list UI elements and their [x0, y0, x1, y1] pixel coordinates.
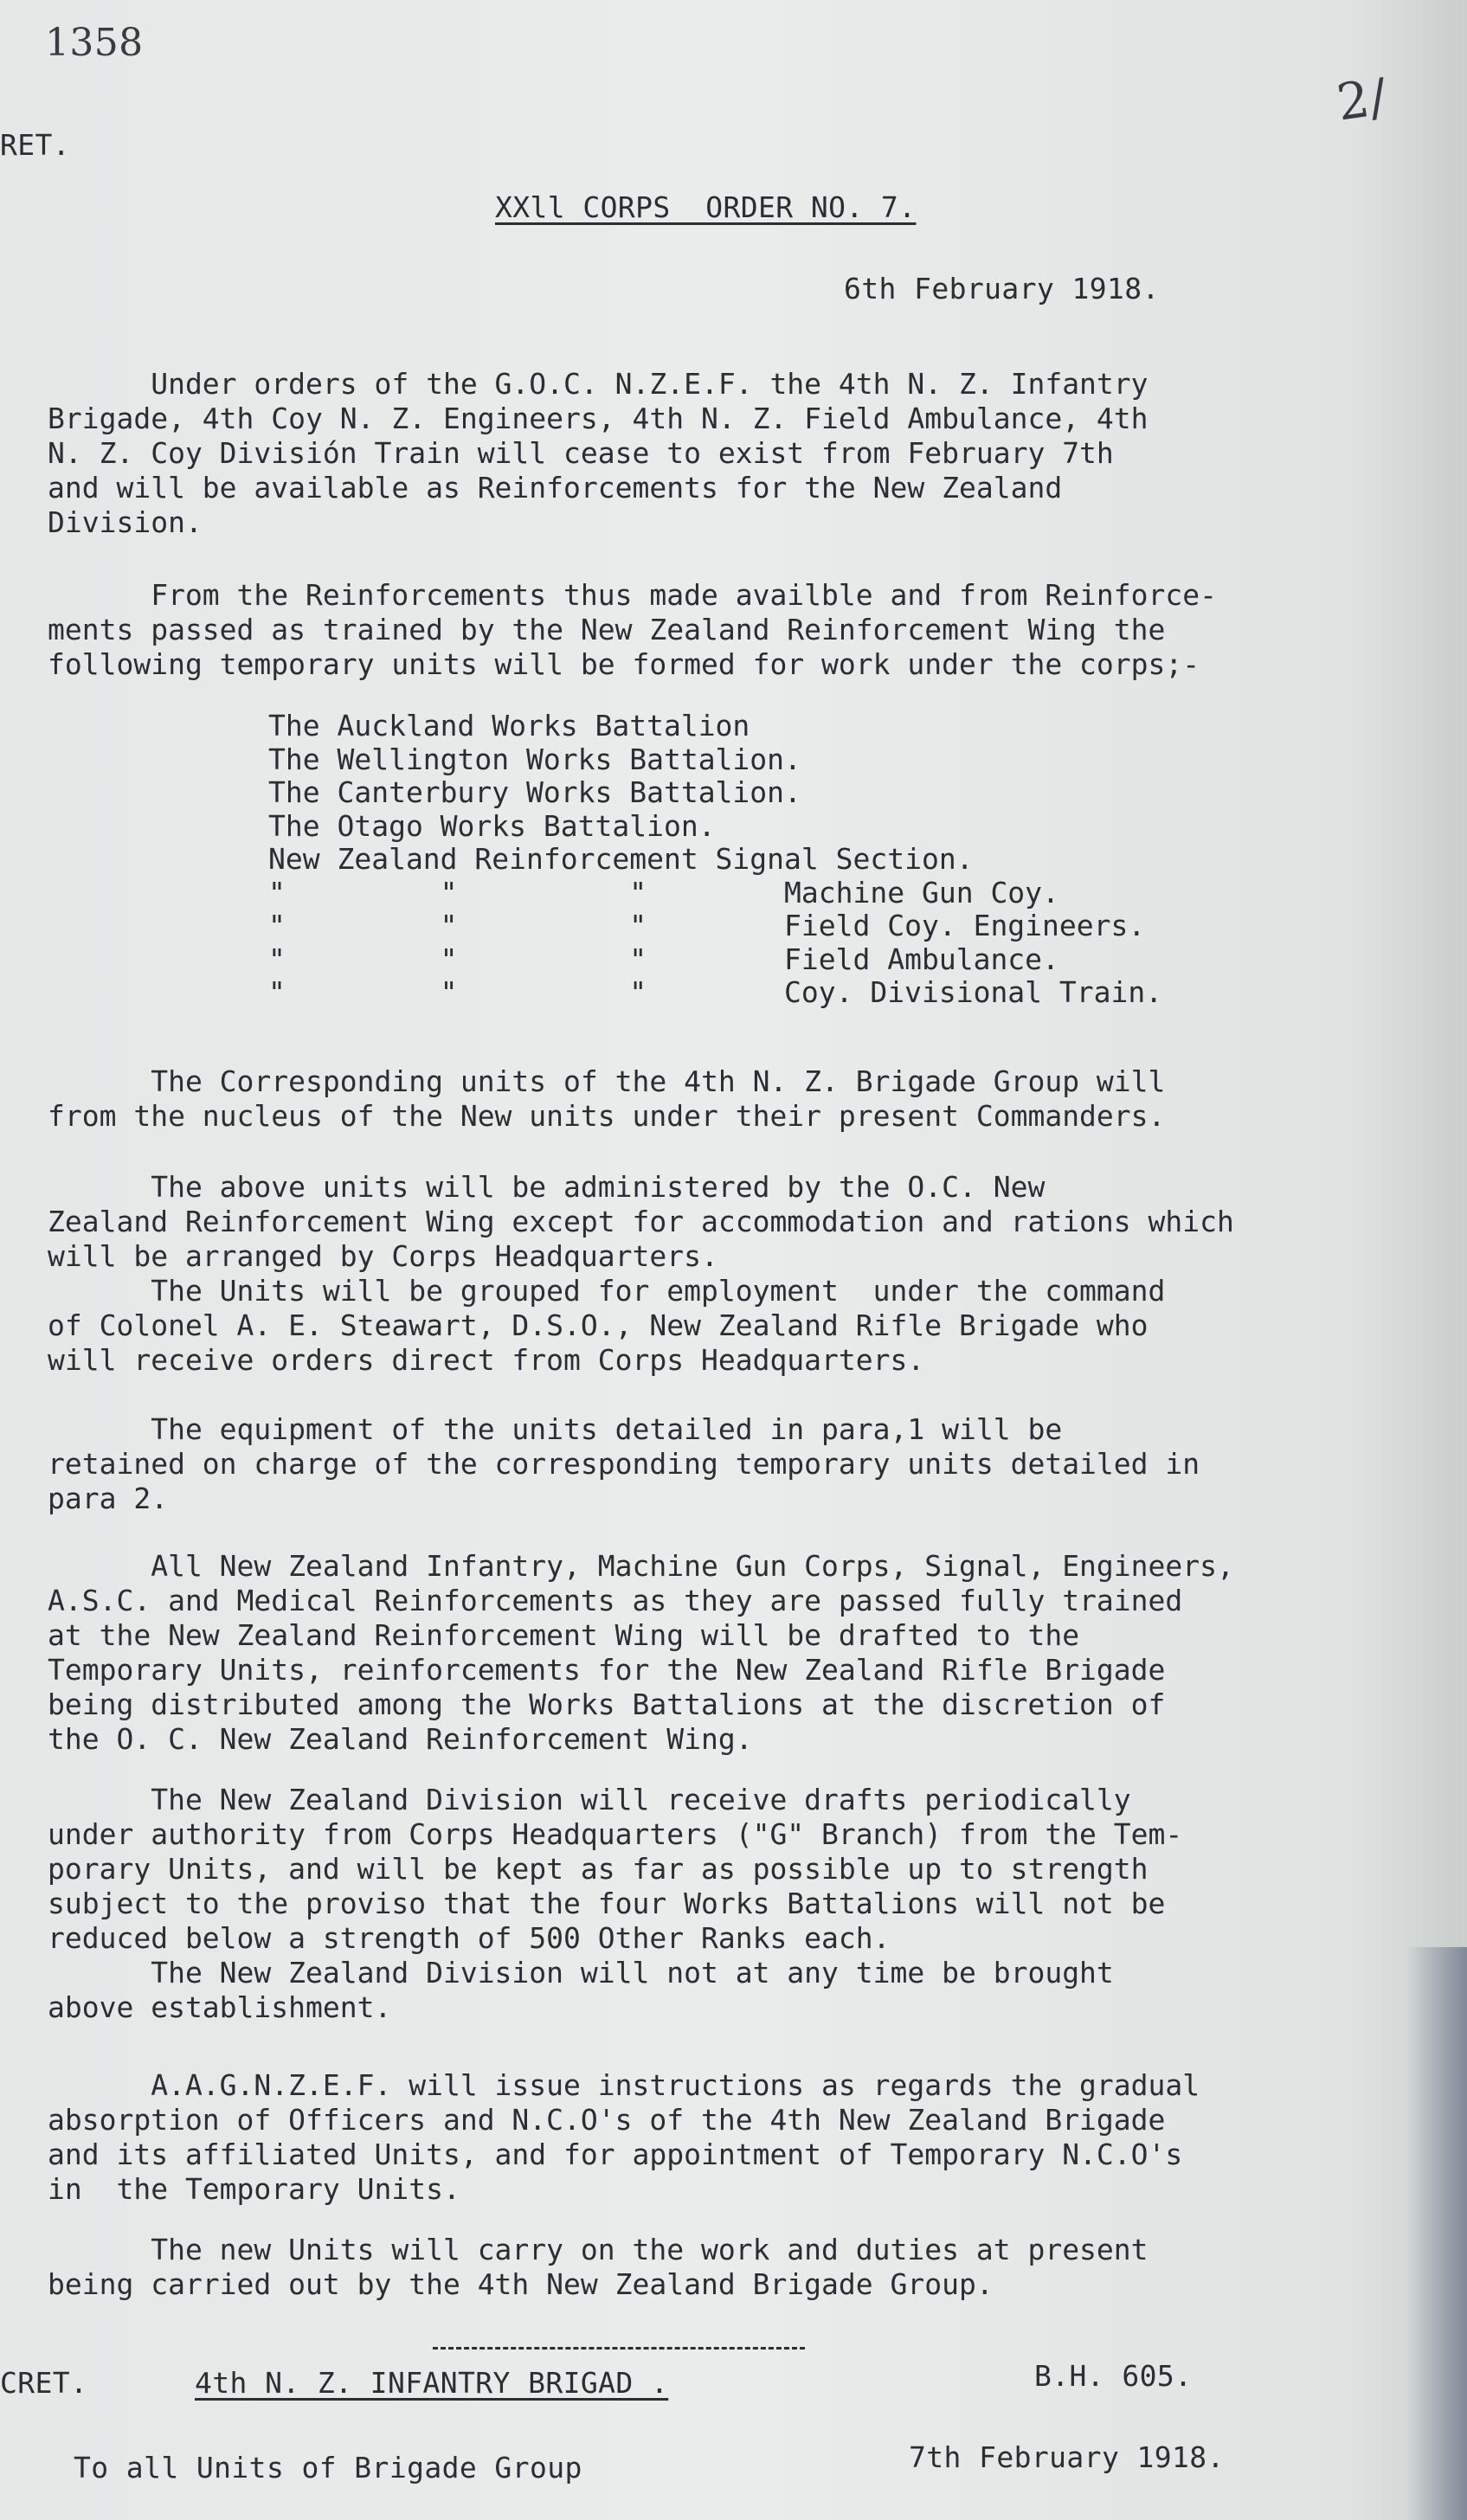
- paragraph-line: N. Z. Coy División Train will cease to exist from February 7th: [48, 436, 1114, 470]
- paragraph-line: following temporary units will be formed for work under the corps;-: [48, 647, 1200, 681]
- unit-list-item: The Wellington Works Battalion.: [268, 742, 801, 776]
- paragraph-line: being carried out by the 4th New Zealand Brigade Group.: [48, 2267, 994, 2301]
- secret-stamp-fragment: RET.: [0, 128, 71, 162]
- paragraph-line: The new Units will carry on the work and duties at present: [48, 2233, 1149, 2266]
- footer-secret-fragment: CRET.: [0, 2366, 88, 2400]
- paragraph-line: and its affiliated Units, and for appointment of Temporary N.C.O's: [48, 2138, 1183, 2171]
- paragraph-line: under authority from Corps Headquarters ("G" Branch) from the Tem-: [48, 1817, 1183, 1851]
- unit-list-item: " " " Field Coy. Engineers.: [268, 909, 1146, 942]
- footer-reference-number: B.H. 605.: [1034, 2359, 1193, 2393]
- paragraph-9: [48, 2233, 1149, 2302]
- unit-list-item: The Otago Works Battalion.: [268, 808, 716, 843]
- footer-dashed-divider: [433, 2347, 805, 2350]
- paragraph-line: The above units will be administered by the O.C. New: [48, 1170, 1046, 1204]
- unit-list-item: New Zealand Reinforcement Signal Section.: [268, 842, 974, 876]
- paragraph-line: the O. C. New Zealand Reinforcement Wing.: [48, 1722, 753, 1756]
- paragraph-line: The New Zealand Division will not at any time be brought: [48, 1956, 1114, 1990]
- paragraph-line: From the Reinforcements thus made availble and from Reinforce-: [48, 578, 1218, 612]
- temporary-units-list: [268, 710, 1162, 1010]
- paragraph-line: above establishment.: [48, 1990, 392, 2024]
- page-edge-shadow: [1406, 1947, 1467, 2520]
- footer-date: 7th February 1918.: [909, 2440, 1225, 2474]
- page-number-annotation: 2/: [1333, 67, 1391, 132]
- paragraph-line: A.S.C. and Medical Reinforcements as they are passed fully trained: [48, 1584, 1183, 1617]
- paragraph-line: at the New Zealand Reinforcement Wing will be drafted to the: [48, 1618, 1080, 1652]
- paragraph-line: from the nucleus of the New units under their present Commanders.: [48, 1099, 1166, 1133]
- paragraph-line: of Colonel A. E. Steawart, D.S.O., New Zealand Rifle Brigade who: [48, 1308, 1149, 1342]
- paragraph-line: Division.: [48, 505, 203, 539]
- unit-list-item: " " " Coy. Divisional Train.: [268, 975, 1163, 1009]
- paragraph-line: will receive orders direct from Corps Headquarters.: [48, 1343, 925, 1377]
- order-title: XXll CORPS ORDER NO. 7.: [495, 190, 917, 224]
- paragraph-line: Temporary Units, reinforcements for the New Zealand Rifle Brigade: [48, 1653, 1166, 1687]
- unit-list-item: " " " Machine Gun Coy.: [268, 875, 1059, 910]
- paragraph-line: The equipment of the units detailed in para,1 will be: [48, 1412, 1063, 1446]
- paragraph-line: A.A.G.N.Z.E.F. will issue instructions as regards the gradual: [48, 2068, 1200, 2102]
- paragraph-line: subject to the proviso that the four Works Battalions will not be: [48, 1887, 1166, 1920]
- paragraph-1: [48, 367, 1149, 540]
- paragraph-line: being distributed among the Works Battalions at the discretion of: [48, 1688, 1166, 1721]
- unit-list-item: " " " Field Ambulance.: [268, 942, 1059, 976]
- paragraph-line: will be arranged by Corps Headquarters.: [48, 1239, 718, 1273]
- file-number-annotation: 1358: [45, 21, 144, 65]
- paragraph-3: [48, 1064, 1165, 1134]
- paragraph-line: retained on charge of the corresponding temporary units detailed in: [48, 1447, 1200, 1481]
- footer-recipients: To all Units of Brigade Group: [74, 2451, 582, 2485]
- paragraph-line: The Corresponding units of the 4th N. Z. Brigade Group will: [48, 1064, 1166, 1098]
- paragraph-line: absorption of Officers and N.C.O's of the 4th New Zealand Brigade: [48, 2103, 1166, 2137]
- paragraph-5: [48, 1412, 1200, 1516]
- order-date: 6th February 1918.: [844, 272, 1160, 305]
- paragraph-line: reduced below a strength of 500 Other Ranks each.: [48, 1921, 891, 1955]
- paragraph-line: para 2.: [48, 1482, 169, 1515]
- paragraph-line: The New Zealand Division will receive drafts periodically: [48, 1783, 1131, 1816]
- paragraph-line: in the Temporary Units.: [48, 2172, 460, 2206]
- paragraph-line: Brigade, 4th Coy N. Z. Engineers, 4th N. Z. Field Ambulance, 4th: [48, 402, 1149, 435]
- paragraph-6: [48, 1549, 1234, 1757]
- paragraph-line: All New Zealand Infantry, Machine Gun Corps, Signal, Engineers,: [48, 1549, 1234, 1583]
- paragraph-line: porary Units, and will be kept as far as possible up to strength: [48, 1852, 1149, 1886]
- paragraph-line: Under orders of the G.O.C. N.Z.E.F. the 4th N. Z. Infantry: [48, 367, 1149, 401]
- paragraph-8: [48, 2068, 1200, 2207]
- paragraph-2: [48, 578, 1217, 682]
- paragraph-line: Zealand Reinforcement Wing except for accommodation and rations which: [48, 1205, 1234, 1238]
- paragraph-4: [48, 1170, 1234, 1378]
- unit-list-item: The Canterbury Works Battalion.: [268, 775, 801, 809]
- paragraph-7: [48, 1783, 1182, 2025]
- unit-list-item: The Auckland Works Battalion: [268, 709, 750, 742]
- footer-brigade-heading: 4th N. Z. INFANTRY BRIGAD .: [195, 2366, 669, 2400]
- paragraph-line: and will be available as Reinforcements for the New Zealand: [48, 471, 1063, 505]
- paragraph-line: ments passed as trained by the New Zealand Reinforcement Wing the: [48, 613, 1166, 646]
- paragraph-line: The Units will be grouped for employment under the command: [48, 1274, 1166, 1308]
